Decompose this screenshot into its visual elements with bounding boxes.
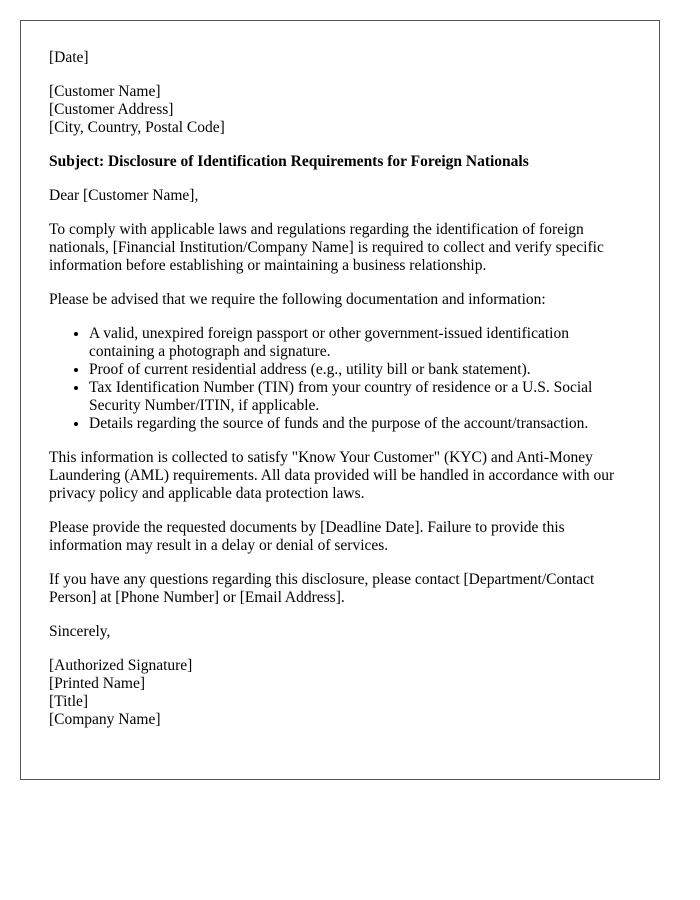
- recipient-block: [49, 83, 631, 137]
- paragraph-advised: Please be advised that we require the following documentation and information:: [49, 291, 546, 308]
- paragraph-intro: To comply with applicable laws and regulations regarding the identification of foreign nationals, [Financial Institution/Company Name] is required to collect and verify specific information before establishing or maintaining a business relationship.: [49, 221, 604, 274]
- requirement-item: • A valid, unexpired foreign passport or other government-issued identification containing a photograph and signature.: [89, 325, 631, 361]
- salutation: Dear [Customer Name],: [49, 187, 199, 204]
- closing: Sincerely,: [49, 623, 111, 640]
- requirements-list: [49, 325, 631, 433]
- requirement-item: • Details regarding the source of funds and the purpose of the account/transaction.: [89, 415, 631, 433]
- recipient-name: [Customer Name]: [49, 83, 161, 100]
- letter-date: [Date]: [49, 49, 89, 66]
- signature-block: [49, 657, 631, 729]
- letter-subject: Subject: Disclosure of Identification Requirements for Foreign Nationals: [49, 153, 529, 170]
- signer-title: [Title]: [49, 693, 89, 710]
- letter-page: [20, 20, 660, 780]
- paragraph-deadline: Please provide the requested documents by [Deadline Date]. Failure to provide this information may result in a delay or denial of services.: [49, 519, 565, 554]
- requirement-item: • Proof of current residential address (e.g., utility bill or bank statement).: [89, 361, 631, 379]
- paragraph-contact: If you have any questions regarding this disclosure, please contact [Department/Contact Person] at [Phone Number] or [Email Address].: [49, 571, 595, 606]
- printed-name: [Printed Name]: [49, 675, 145, 692]
- company-name: [Company Name]: [49, 711, 161, 728]
- recipient-address: [Customer Address]: [49, 101, 174, 118]
- paragraph-kyc: This information is collected to satisfy "Know Your Customer" (KYC) and Anti-Money Laundering (AML) requirements. All data provided will be handled in accordance with our privacy policy and applicable data protection laws.: [49, 449, 615, 502]
- authorized-signature: [Authorized Signature]: [49, 657, 193, 674]
- requirement-item: • Tax Identification Number (TIN) from your country of residence or a U.S. Social Security Number/ITIN, if applicable.: [89, 379, 631, 415]
- recipient-city: [City, Country, Postal Code]: [49, 119, 225, 136]
